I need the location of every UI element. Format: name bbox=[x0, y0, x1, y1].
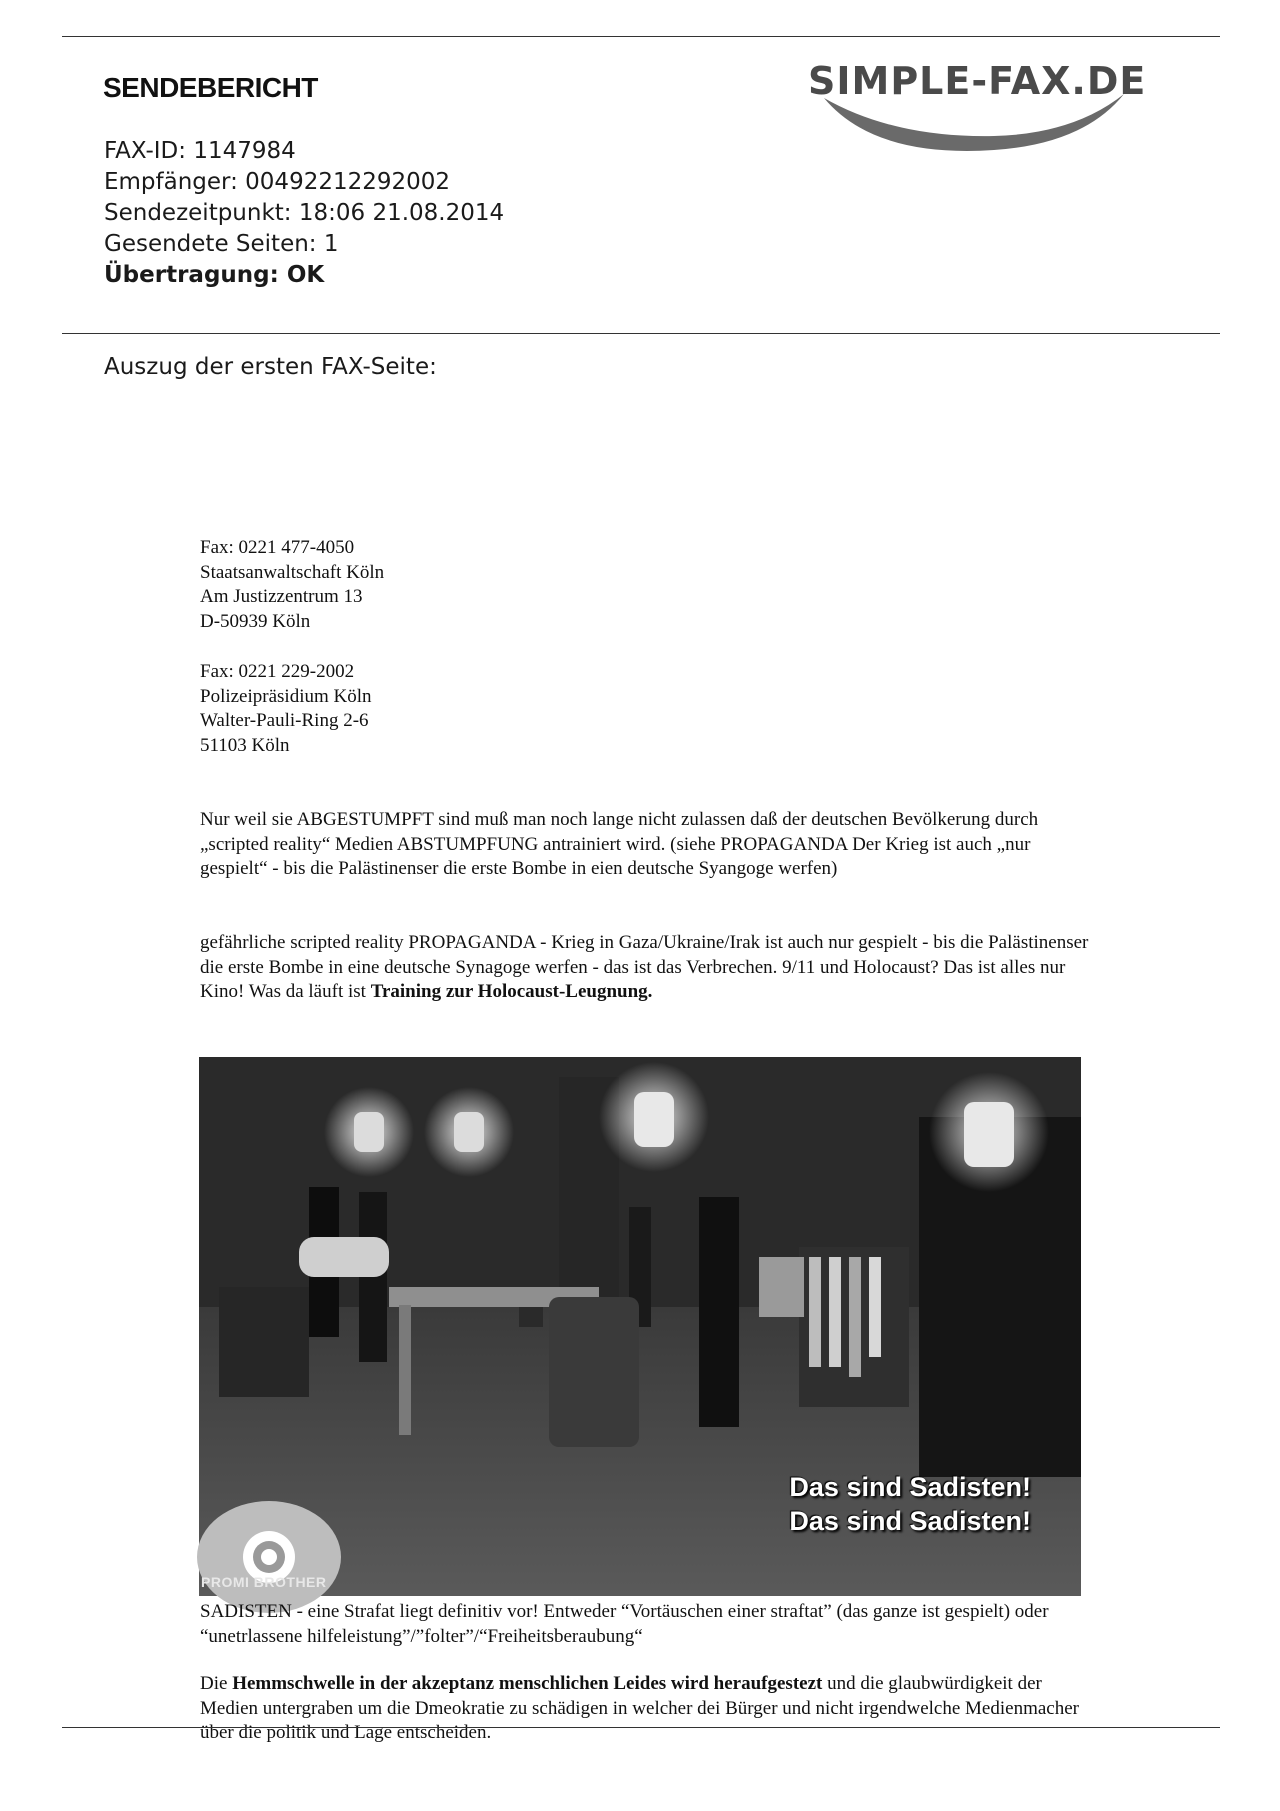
paragraph-4-bold: Hemmschwelle in der akzeptanz menschlichen Leides wird heraufgestezt bbox=[232, 1673, 823, 1694]
subtitle-line: Das sind Sadisten! bbox=[789, 1472, 1031, 1502]
paragraph-2-text: gefährliche scripted reality PROPAGANDA - Krieg in Gaza/Ukraine/Irak ist auch nur gespielt - bis die Palästinenser die erste Bombe in eine deutsche Synagoge werfen - das ist das Verbrechen. 9/11 und Holocaust? Das ist alles nur Kino! Was da läuft ist bbox=[200, 932, 1089, 1002]
address-line: Fax: 0221 477-4050 bbox=[200, 537, 355, 558]
channel-brand-text: PROMI BROTHER bbox=[201, 1574, 327, 1590]
paragraph-2 bbox=[200, 931, 1090, 1005]
address-line: Fax: 0221 229-2002 bbox=[200, 661, 355, 682]
transmission-details bbox=[104, 136, 504, 291]
top-divider bbox=[62, 36, 1220, 37]
paragraph-2-bold: Training zur Holocaust-Leugnung. bbox=[370, 981, 653, 1002]
bottom-divider bbox=[62, 1727, 1220, 1728]
address-line: 51103 Köln bbox=[200, 734, 290, 756]
address-line: Staatsanwaltschaft Köln bbox=[200, 561, 385, 583]
report-title: SENDEBERICHT bbox=[103, 72, 318, 103]
send-time: Sendezeitpunkt: 18:06 21.08.2014 bbox=[104, 200, 505, 226]
paragraph-1: Nur weil sie ABGESTUMPFT sind muß man noch lange nicht zulassen daß der deutschen Bevölkerung durch „scripted reality“ Medien ABSTUMPFUNG antrainiert wird. (siehe PROPAGANDA Der Krieg ist auch „nur gespielt“ - bis die Palästinenser die erste Bombe in eien deutsche Syangoge werfen) bbox=[200, 809, 1039, 879]
paragraph-4-prefix: Die bbox=[200, 1673, 233, 1694]
address-line: D-50939 Köln bbox=[200, 610, 311, 632]
paragraph-4-suffix: und die glaubwürdigkeit der Medien untergraben um die Dmeokratie zu schädigen in welcher dei Bürger und nicht irgendwelche Medienmacher über die politik und Lage entscheiden. bbox=[200, 1673, 1079, 1743]
paragraph-3: SADISTEN - eine Strafat liegt definitiv vor! Entweder “Vortäuschen einer straftat” (das ganze ist gespielt) oder “unetrlassene hilfeleistung”/”folter”/“Freiheitsberaubung“ bbox=[200, 1601, 1049, 1647]
address-block-police bbox=[200, 660, 1090, 758]
address-line: Walter-Pauli-Ring 2-6 bbox=[200, 710, 369, 731]
paragraph-4 bbox=[200, 1672, 1090, 1743]
excerpt-heading: Auszug der ersten FAX-Seite: bbox=[104, 354, 437, 380]
tv-screenshot-image bbox=[199, 1057, 1081, 1596]
address-block-prosecutor bbox=[200, 536, 1090, 634]
fax-id: FAX-ID: 1147984 bbox=[104, 138, 296, 164]
pages-sent: Gesendete Seiten: 1 bbox=[104, 231, 339, 257]
transmission-status: Übertragung: OK bbox=[104, 262, 325, 288]
subtitle-line: Das sind Sadisten! bbox=[789, 1506, 1031, 1536]
logo-text: SIMPLE-FAX.DE bbox=[808, 59, 1147, 103]
middle-divider bbox=[62, 333, 1220, 334]
recipient: Empfänger: 00492212292002 bbox=[104, 169, 451, 195]
address-line: Am Justizzentrum 13 bbox=[200, 586, 363, 607]
tv-subtitle bbox=[789, 1470, 1031, 1538]
simple-fax-logo bbox=[804, 58, 1204, 158]
address-line: Polizeipräsidium Köln bbox=[200, 685, 372, 707]
